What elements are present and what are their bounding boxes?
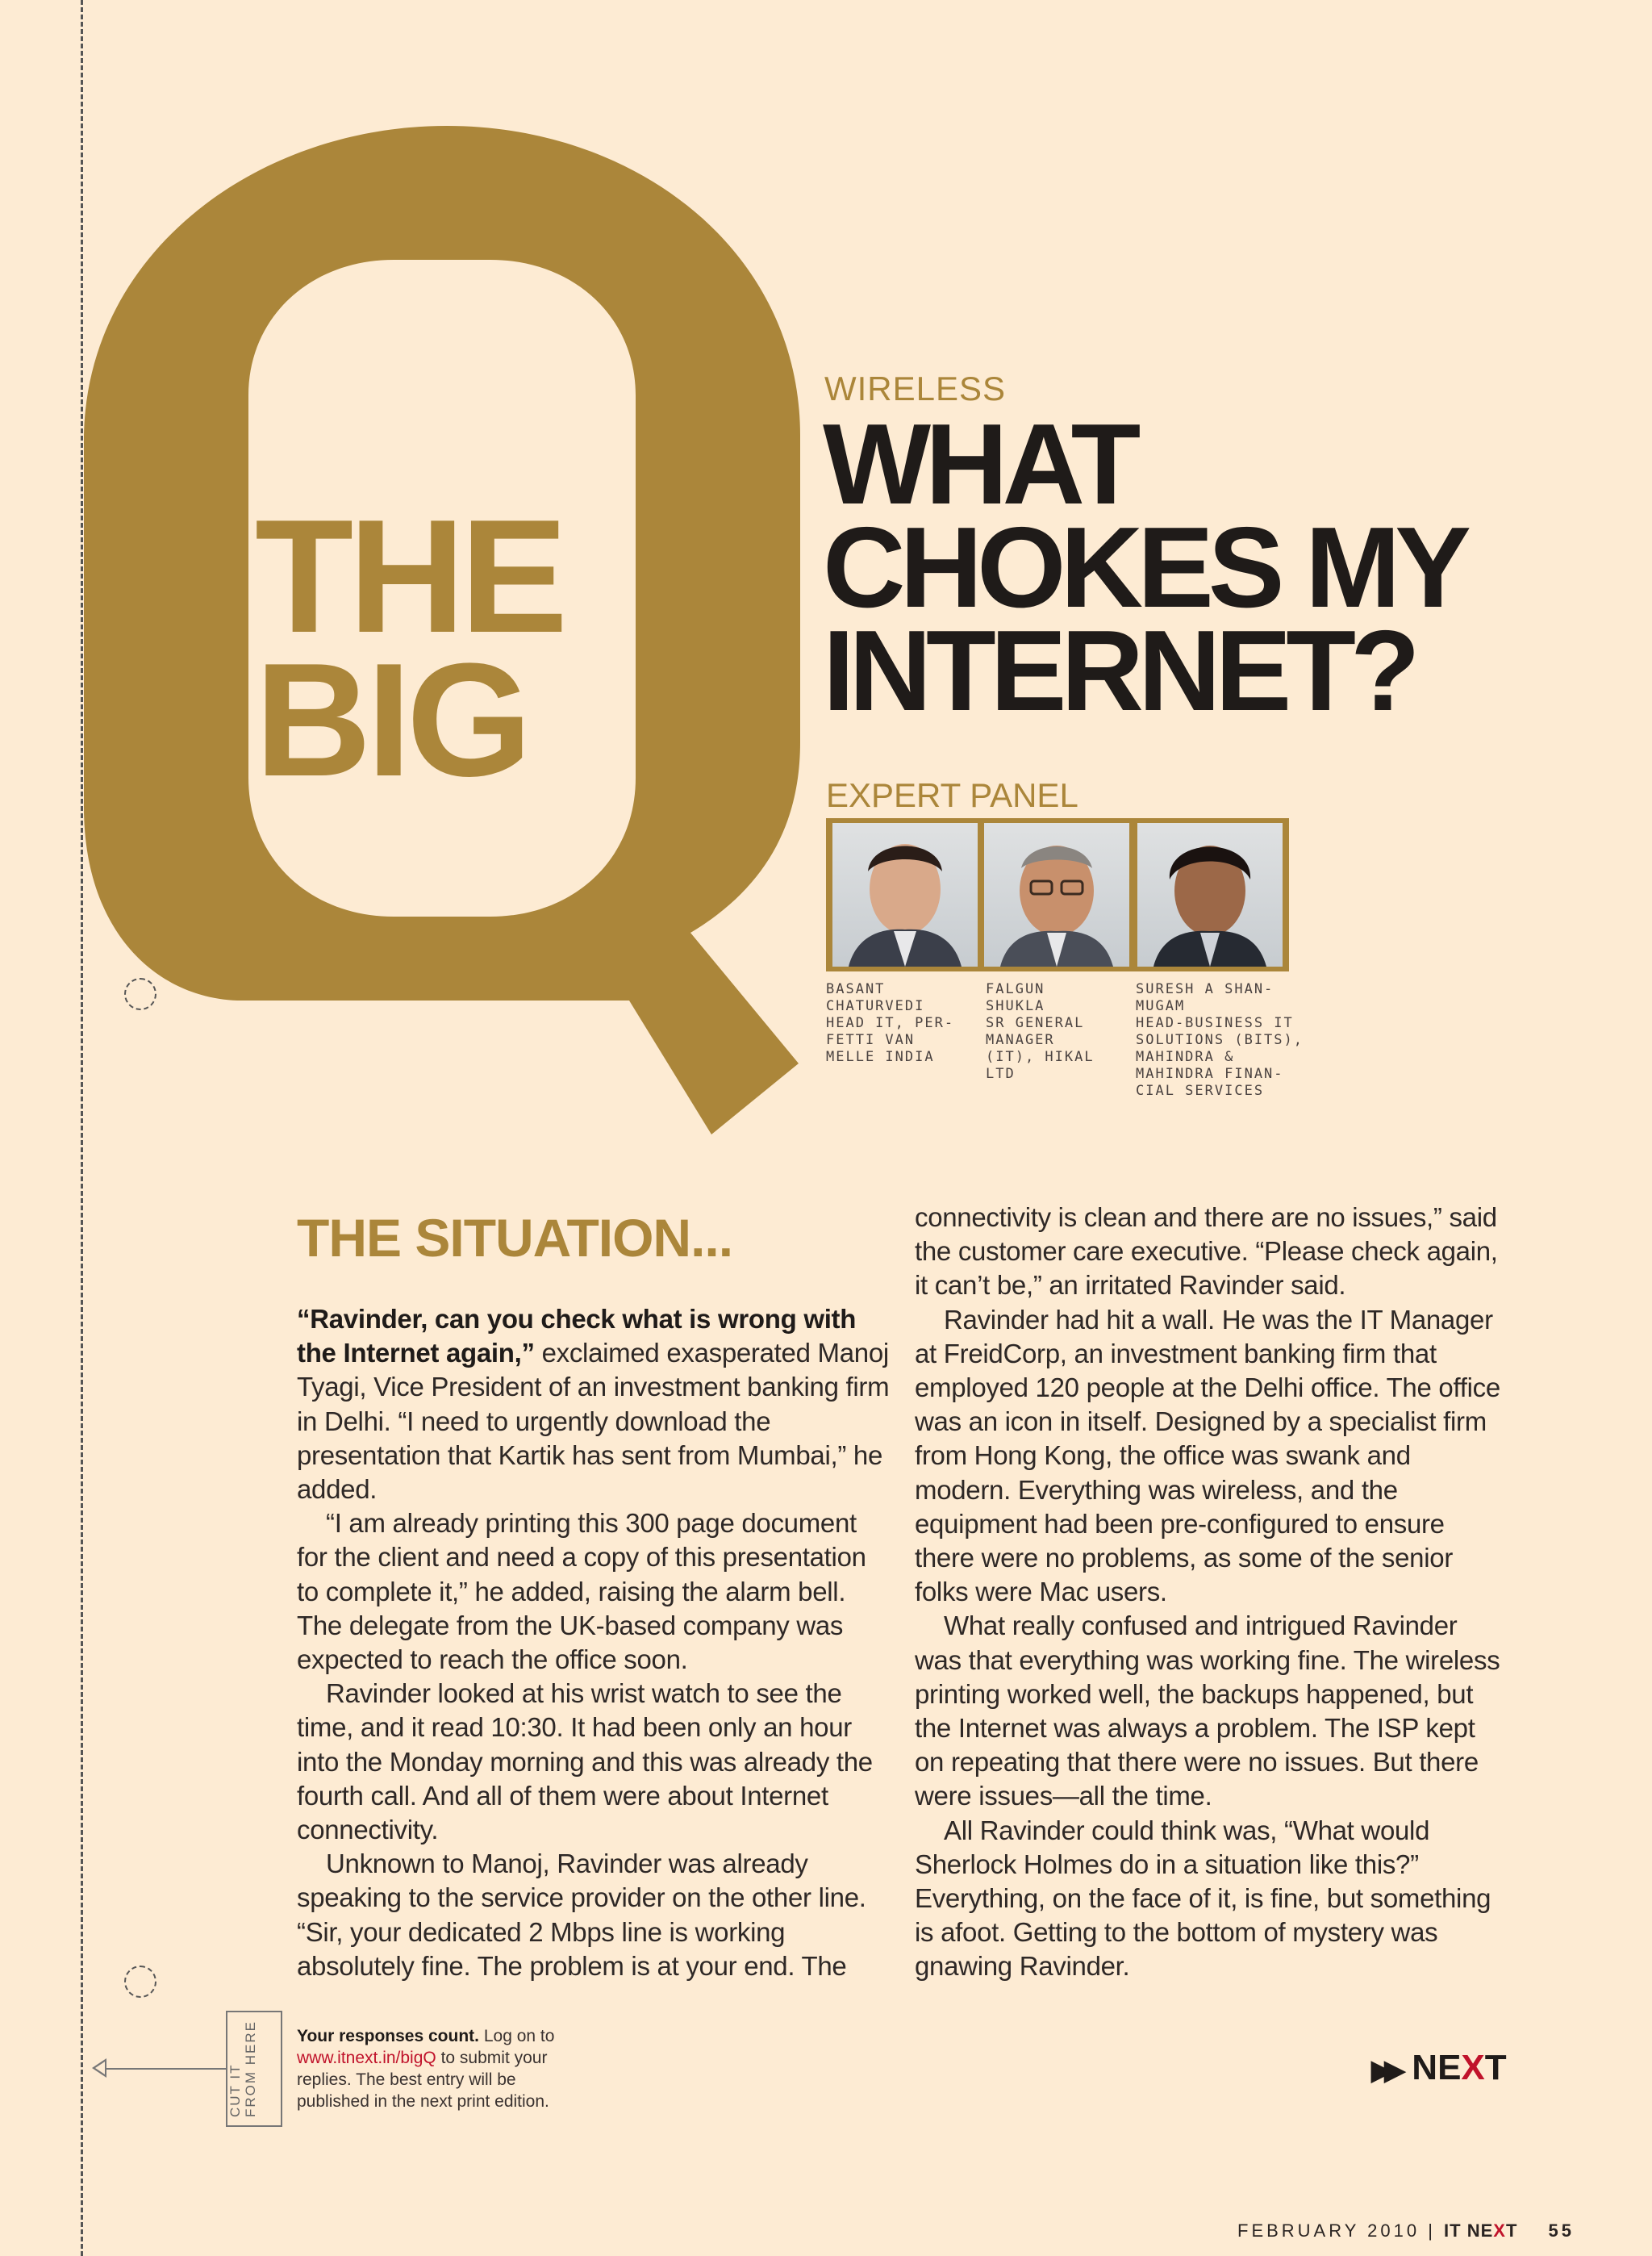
next-post: T [1484, 2048, 1507, 2087]
the-big-line2: BIG [255, 630, 528, 810]
cut-arrow-icon-inner [95, 2062, 105, 2074]
expert-caption-1 [826, 981, 954, 1066]
caption-line: (IT), HIKAL [986, 1049, 1095, 1065]
caption-line: LTD [986, 1066, 1016, 1082]
submit-link[interactable]: www.itnext.in/bigQ [297, 2049, 436, 2067]
next-pre: NE [1412, 2048, 1462, 2087]
page-footer [1237, 2220, 1575, 2241]
caption-line: SR GENERAL [986, 1015, 1085, 1031]
body-paragraph: Ravinder had hit a wall. He was the IT Manager at FreidCorp, an investment banking firm that employed 120 people at the Delhi office. The office was an icon in itself. Designed by a specialist firm from Hong Kong, the office was swank and modern. Everything was wireless, and the equipment had been pre-configured to ensure there were no problems, as some of the senior folks were Mac users. [915, 1304, 1500, 1607]
article-column-2 [915, 1201, 1508, 1984]
headline [823, 400, 1629, 735]
caption-line: CHATURVEDI [826, 998, 925, 1014]
expert-caption-3 [1136, 981, 1304, 1100]
headline-line1: WHAT [823, 400, 1136, 528]
body-paragraph: Ravinder looked at his wrist watch to see the time, and it read 10:30. It had been only an hour into the Monday morning and this was already the fourth call. And all of them were about Internet connectivity. [297, 1678, 873, 1845]
lead-rest: exclaimed exasperated Manoj Tyagi, Vice President of an investment banking firm in Delhi. “I need to urgently download the presentation that Kartik has sent from Mumbai,” he added. [297, 1338, 890, 1505]
next-link[interactable] [1371, 2048, 1507, 2088]
brand-red: X [1493, 2220, 1506, 2241]
the-big-line1: THE [255, 487, 563, 666]
caption-line: MAHINDRA FINAN- [1136, 1066, 1284, 1082]
the-big-label [255, 487, 563, 810]
body-paragraph: “I am already printing this 300 page document for the client and need a copy of this presentation to complete it,” he added, raising the alarm bell. The delegate from the UK-based company was expected to reach the office soon. [297, 1508, 866, 1675]
responses-note [297, 2025, 587, 2112]
next-red: X [1461, 2048, 1485, 2087]
body-paragraph: What really confused and intrigued Ravinder was that everything was working fine. The wireless printing worked well, the backups happened, but the Internet was always a problem. The ISP kept on repeating that there were no issues. But there were issues—all the time. [915, 1611, 1500, 1811]
responses-post-link: to submit your replies. The best entry will be published in the next print edition. [297, 2049, 549, 2111]
caption-line: MAHINDRA & [1136, 1049, 1235, 1065]
caption-line: MANAGER [986, 1032, 1055, 1048]
body-paragraph: connectivity is clean and there are no issues,” said the customer care executive. “Please check again, it can’t be,” an irritated Ravinder said. [915, 1202, 1498, 1301]
footer-separator: | [1428, 2220, 1436, 2241]
brand-post: T [1505, 2220, 1518, 2241]
caption-line: FALGUN [986, 981, 1045, 997]
body-paragraph: Unknown to Manoj, Ravinder was already speaking to the service provider on the other line. “Sir, your dedicated 2 Mbps line is working absolutely fine. The problem is at your end. The [297, 1849, 866, 1981]
cut-tab-label: CUT IT FROM HERE [227, 2020, 258, 2117]
expert-panel-title: EXPERT PANEL [826, 776, 1078, 814]
headline-line2: CHOKES MY [823, 503, 1466, 632]
caption-line: SHUKLA [986, 998, 1045, 1014]
caption-line: CIAL SERVICES [1136, 1083, 1265, 1099]
section-heading: THE SITUATION... [297, 1208, 733, 1268]
article-column-1 [297, 1302, 891, 1983]
headline-line3: INTERNET? [823, 607, 1415, 735]
caption-line: BASANT [826, 981, 886, 997]
caption-line: MUGAM [1136, 998, 1186, 1014]
caption-line: FETTI VAN [826, 1032, 916, 1048]
expert-photo-2 [984, 823, 1129, 967]
caption-line: HEAD IT, PER- [826, 1015, 955, 1031]
responses-pre-link: Log on to [479, 2027, 555, 2045]
fast-forward-icon: ▶▶ [1371, 2055, 1398, 2086]
expert-photo-1 [832, 823, 978, 967]
expert-caption-2 [986, 981, 1095, 1083]
expert-photos-strip [826, 818, 1289, 971]
caption-line: MELLE INDIA [826, 1049, 935, 1065]
caption-line: SOLUTIONS (BITS), [1136, 1032, 1304, 1048]
page-number: 55 [1548, 2220, 1575, 2241]
cut-arrow-line [97, 2068, 226, 2070]
lead-paragraph [297, 1302, 891, 1506]
lead-quote: “Ravinder, can you check what is wrong with the Internet again,” [297, 1304, 857, 1368]
caption-line: SURESH A SHAN- [1136, 981, 1274, 997]
responses-bold: Your responses count. [297, 2027, 479, 2045]
body-paragraph: All Ravinder could think was, “What would Sherlock Holmes do in a situation like this?” Everything, on the face of it, is fine, but something is afoot. Getting to the bottom of mystery was gnawing Ravinder. [915, 1815, 1491, 1982]
expert-photo-3 [1137, 823, 1283, 967]
footer-date: FEBRUARY 2010 [1237, 2220, 1420, 2241]
footer-brand [1444, 2220, 1517, 2241]
brand-pre: IT NE [1444, 2220, 1494, 2241]
section-kicker: WIRELESS [824, 370, 1007, 407]
caption-line: HEAD-BUSINESS IT [1136, 1015, 1294, 1031]
